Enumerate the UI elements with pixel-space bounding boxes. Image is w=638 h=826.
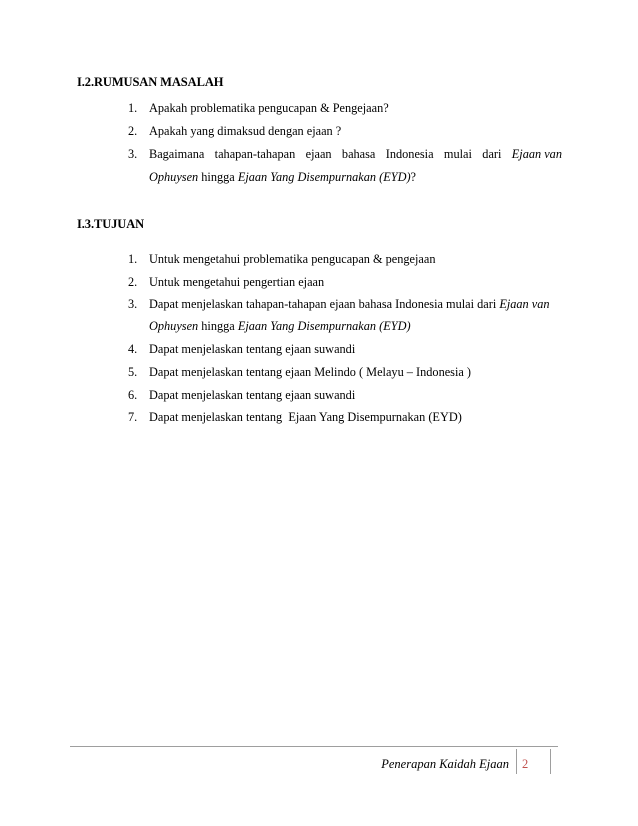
list-number: 1. xyxy=(128,252,138,266)
list-number: 2. xyxy=(128,124,138,138)
list-number: 2. xyxy=(128,275,138,289)
list-text: Dapat menjelaskan tentang ejaan Melindo ( Melayu – Indonesia ) xyxy=(149,365,472,379)
list-text: Dapat menjelaskan tentang Ejaan Yang Disempurnakan (EYD) xyxy=(149,410,462,424)
list-text: Dapat menjelaskan tentang ejaan suwandi xyxy=(149,388,356,402)
list-text: Apakah yang dimaksud dengan ejaan ? xyxy=(149,124,342,138)
word: mulai xyxy=(443,147,472,161)
footer-title: Penerapan Kaidah Ejaan xyxy=(381,757,509,771)
word: bahasa xyxy=(341,147,376,161)
list-text: Untuk mengetahui problematika pengucapan & pengejaan xyxy=(149,252,436,266)
list-item-continuation xyxy=(149,319,411,333)
word: tahapan-tahapan xyxy=(214,147,296,161)
list-text: Untuk mengetahui pengertian ejaan xyxy=(149,275,325,289)
page-number: 2 xyxy=(522,757,529,771)
footer-divider xyxy=(70,746,558,747)
italic-text: Ejaan Yang Disempurnakan (EYD) xyxy=(237,170,411,184)
list-number: 6. xyxy=(128,388,138,402)
plain-text: Dapat menjelaskan tahapan-tahapan ejaan bahasa Indonesia mulai dari xyxy=(149,297,500,311)
list-number: 4. xyxy=(128,342,138,356)
plain-text: hingga xyxy=(198,319,238,333)
heading-rumusan-masalah: I.2.RUMUSAN MASALAH xyxy=(77,75,224,89)
list-number: 3. xyxy=(128,297,138,311)
footer-separator xyxy=(516,749,517,774)
word: Bagaimana xyxy=(149,147,205,161)
italic-text: Ejaan van xyxy=(499,297,550,311)
heading-tujuan: I.3.TUJUAN xyxy=(77,217,145,231)
word: Indonesia xyxy=(385,147,434,161)
plain-text: ? xyxy=(410,170,417,184)
italic-text: Ejaan Yang Disempurnakan (EYD) xyxy=(237,319,411,333)
plain-text: hingga xyxy=(198,170,238,184)
list-number: 5. xyxy=(128,365,138,379)
list-text: Dapat menjelaskan tentang ejaan suwandi xyxy=(149,342,356,356)
list-number: 1. xyxy=(128,101,138,115)
list-number: 3. xyxy=(128,147,138,161)
italic-text: Ophuysen xyxy=(149,170,199,184)
italic-text: Ejaan van xyxy=(511,147,562,161)
list-text xyxy=(149,297,550,311)
italic-text: Ophuysen xyxy=(149,319,199,333)
list-text-justified xyxy=(149,147,562,161)
list-text: Apakah problematika pengucapan & Pengejaan? xyxy=(149,101,389,115)
footer-separator xyxy=(550,749,551,774)
list-number: 7. xyxy=(128,410,138,424)
word: ejaan xyxy=(305,147,332,161)
word: dari xyxy=(482,147,502,161)
list-item-continuation xyxy=(149,170,416,184)
